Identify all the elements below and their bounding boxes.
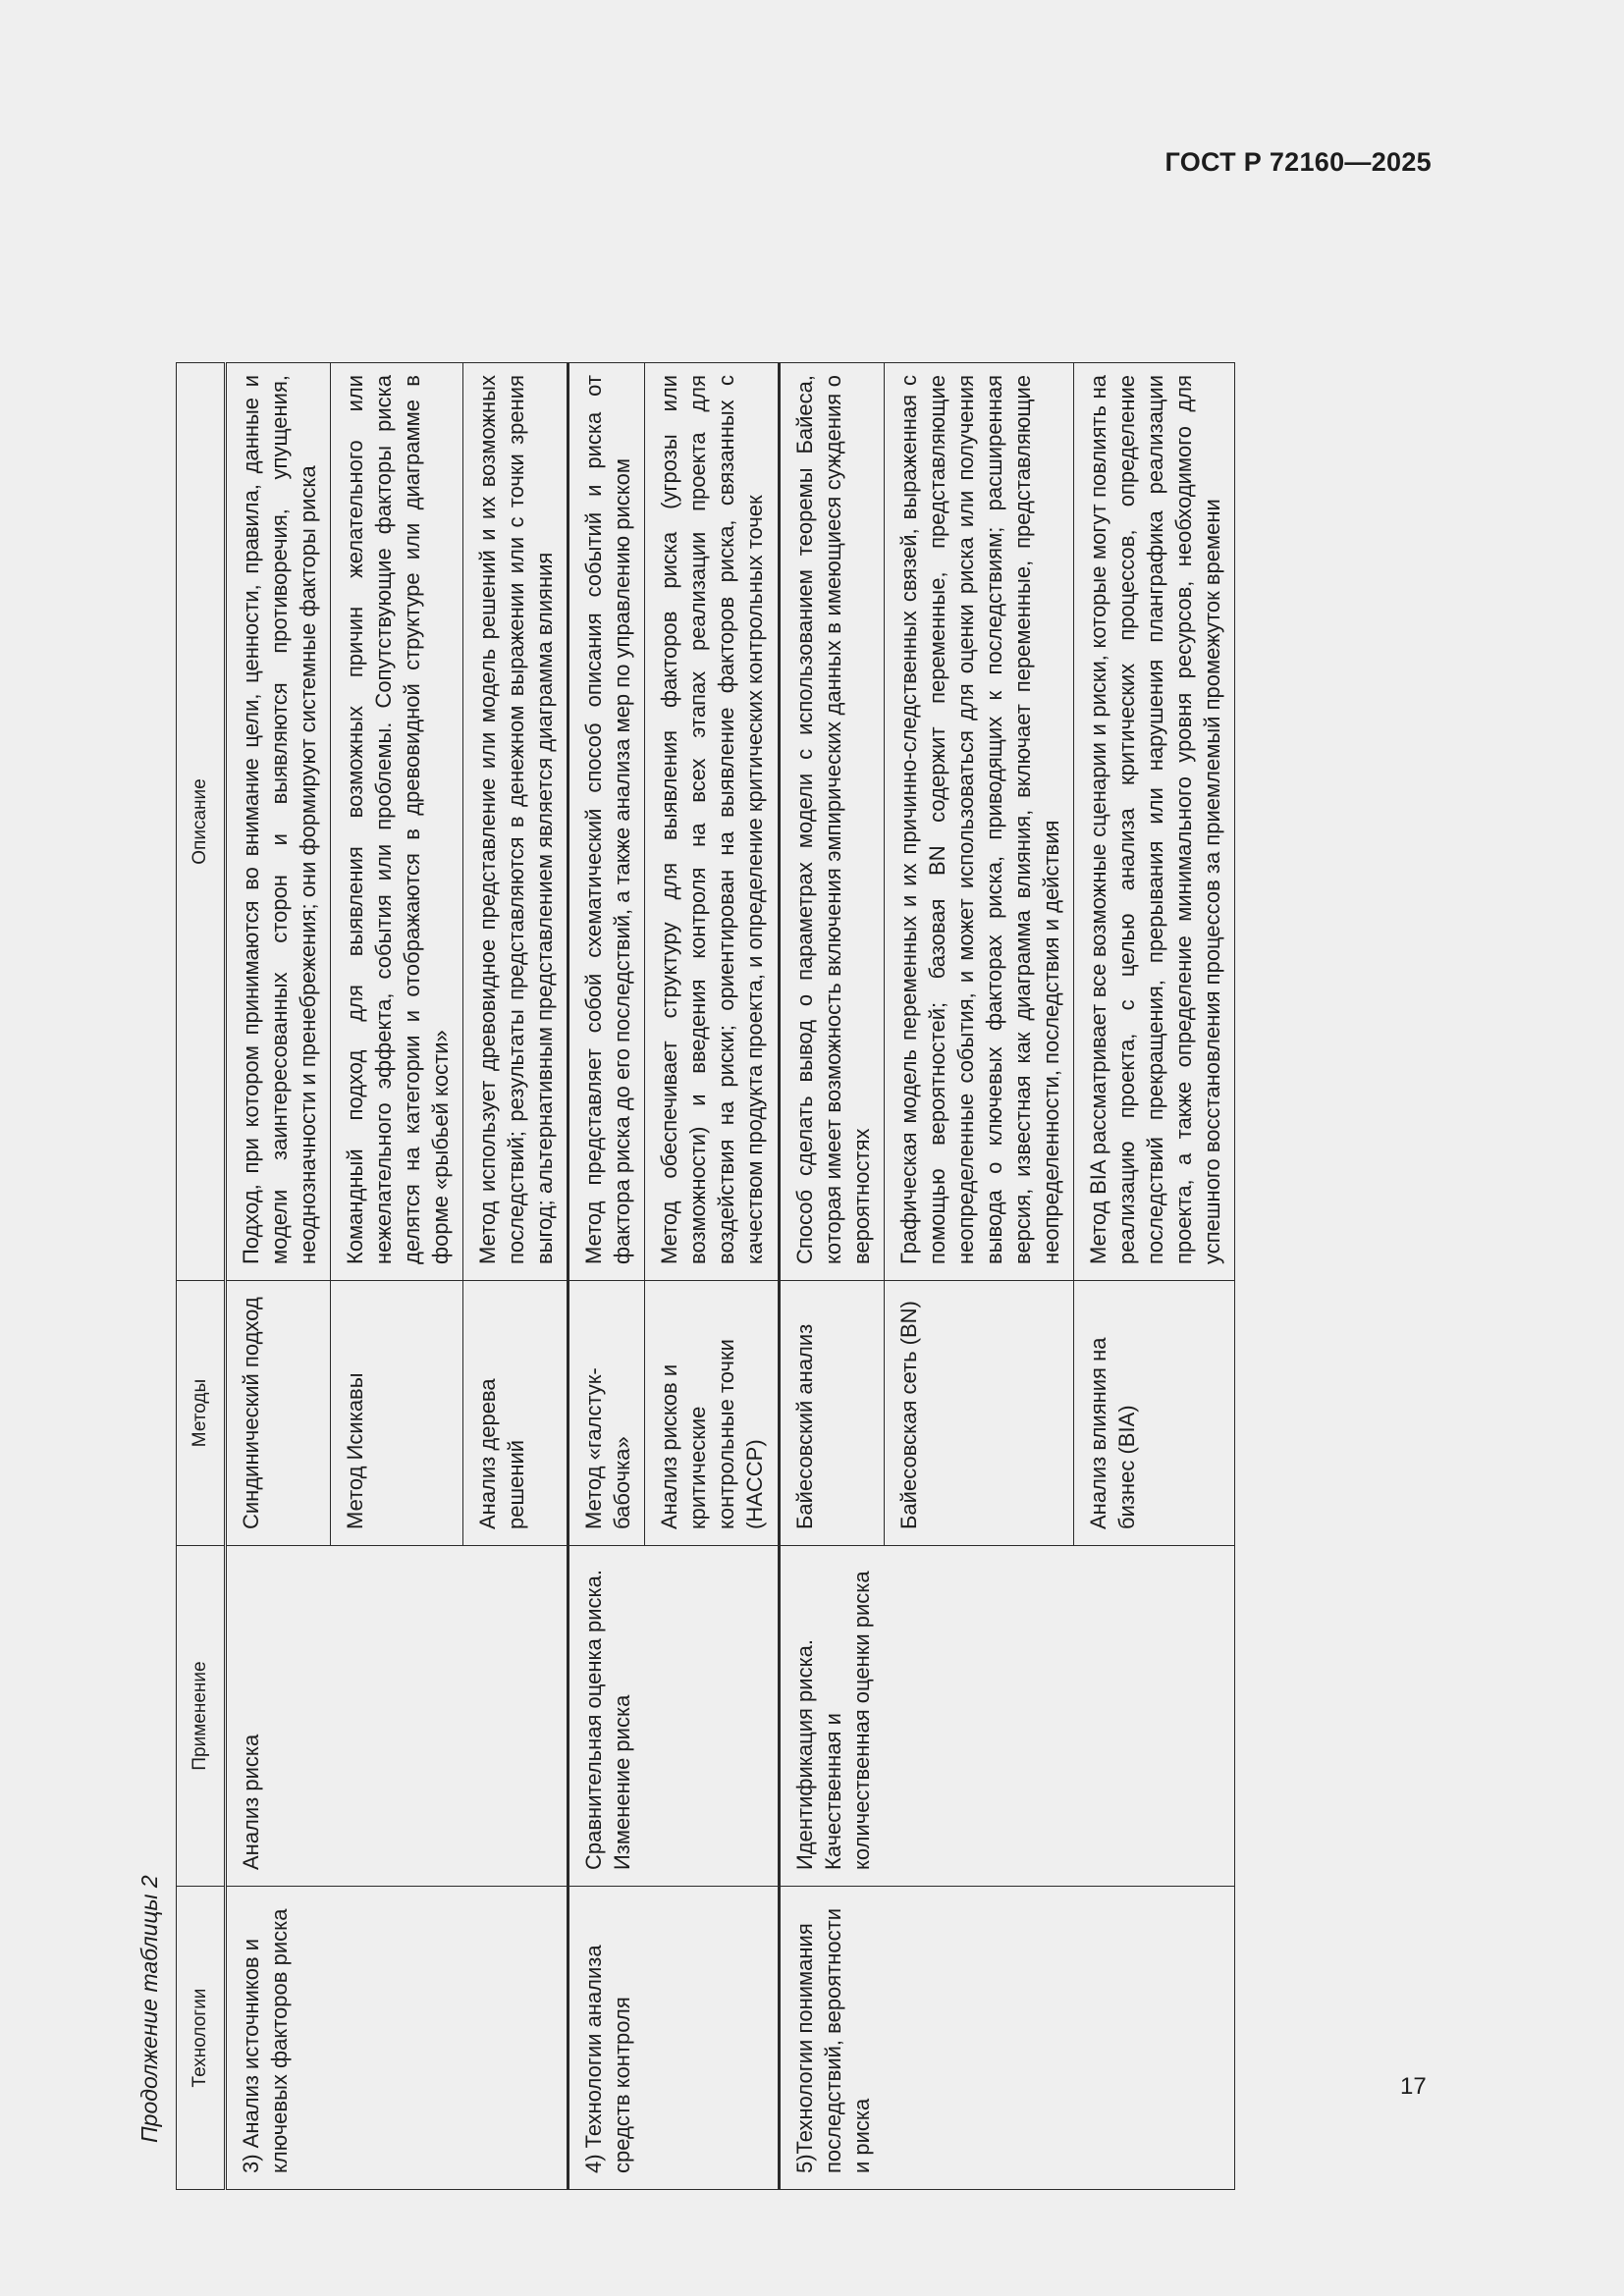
application-cell: Идентификация риска. Качественная и количественная оценки риска <box>779 1546 1234 1887</box>
technology-cell: 5)Технологии понимания последствий, вероятности и риска <box>779 1887 1234 2190</box>
table-row <box>779 363 884 2190</box>
header-methods: Методы <box>177 1281 226 1546</box>
method-cell: Метод «галстук-бабочка» <box>568 1281 645 1546</box>
header-description: Описание <box>177 363 226 1281</box>
description-cell: Подход, при котором принимаются во внимание цели, ценности, правила, данные и модели заинтересованных сторон и выявляются противоречия, упущения, неоднозначности и пренебрежения; они формируют системные факторы риска <box>226 363 331 1281</box>
methods-table <box>176 362 1235 2190</box>
header-application: Применение <box>177 1546 226 1887</box>
method-cell: Байесовский анализ <box>779 1281 884 1546</box>
table-row <box>226 363 331 2190</box>
table-row <box>568 363 645 2190</box>
description-cell: Метод обеспечивает структуру для выявления факторов риска (угрозы или возможности) и введения контроля на всех этапах реализации проекта для воздействия на риски; ориентирован на выявление факторов риска, связанных с качеством продукта проекта, и определение критических контрольных точек <box>645 363 779 1281</box>
application-cell: Анализ риска <box>226 1546 568 1887</box>
table-caption: Продолжение таблицы 2 <box>136 1875 162 2143</box>
method-cell: Байесовская сеть (BN) <box>884 1281 1073 1546</box>
description-cell: Метод представляет собой схематический способ описания событий и риска от фактора риска до его последствий, а также анализа мер по управлению риском <box>568 363 645 1281</box>
header-technologies: Технологии <box>177 1887 226 2190</box>
method-cell: Метод Исикавы <box>331 1281 463 1546</box>
description-cell: Способ сделать вывод о параметрах модели с использованием теоремы Байеса, которая имеет возможность включения эмпирических данных в имеющиеся суждения о вероятностях <box>779 363 884 1281</box>
standard-designation: ГОСТ Р 72160—2025 <box>1164 147 1432 177</box>
description-cell: Графическая модель переменных и их причинно-следственных связей, выраженная с помощью вероятностей; базовая BN содержит переменные, представляющие неопределенные события, и может использоваться для оценки риска или получения вывода о ключевых факторах риска, приводящих к последствиям; расширенная версия, известная как диаграмма влияния, включает переменные, представляющие неопределенности, последствия и действия <box>884 363 1073 1281</box>
application-cell: Сравнительная оценка риска. Изменение риска <box>568 1546 779 1887</box>
technology-cell: 3) Анализ источников и ключевых факторов риска <box>226 1887 568 2190</box>
method-cell: Анализ рисков и критические контрольные точки (HACCP) <box>645 1281 779 1546</box>
table-header-row <box>177 363 226 2190</box>
technology-cell: 4) Технологии анализа средств контроля <box>568 1887 779 2190</box>
method-cell: Синдинический подход <box>226 1281 331 1546</box>
description-cell: Метод использует древовидное представление или модель решений и их возможных последствий; результаты представляются в денежном выражении или с точки зрения выгод; альтернативным представлением является диаграмма влияния <box>463 363 568 1281</box>
description-cell: Командный подход для выявления возможных причин желательного или нежелательного эффекта, события или проблемы. Сопутствующие факторы риска делятся на категории и отображаются в древовидной структуре или диаграмме в форме «рыбьей кости» <box>331 363 463 1281</box>
method-cell: Анализ дерева решений <box>463 1281 568 1546</box>
rotated-table-block <box>136 227 1488 2190</box>
method-cell: Анализ влияния на бизнес (BIA) <box>1073 1281 1234 1546</box>
description-cell: Метод BIA рассматривает все возможные сценарии и риски, которые могут повлиять на реализацию проекта, с целью анализа критических процессов, определение последствий прекращения, прерывания или нарушения планграфика реализации проекта, а также определение минимального уровня ресурсов, необходимого для успешного восстановления процессов за приемлемый промежуток времени <box>1073 363 1234 1281</box>
page-number: 17 <box>1400 2073 1427 2100</box>
